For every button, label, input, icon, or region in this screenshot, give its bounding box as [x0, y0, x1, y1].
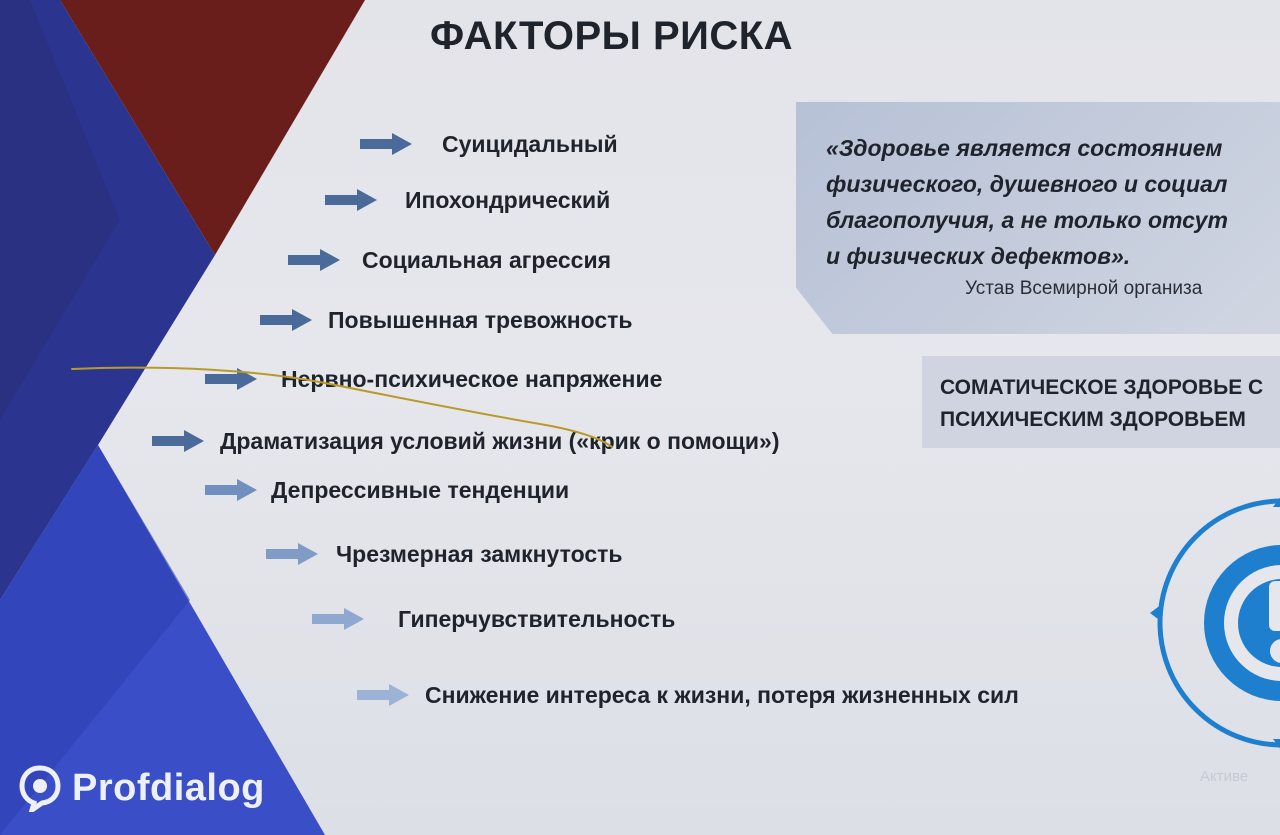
factor-item — [205, 475, 569, 505]
right-arrow-icon — [360, 133, 412, 155]
exclamation-circle-icon — [1150, 495, 1280, 765]
who-quote: «Здоровье является состоянием физического, душевного и социал благополучия, а не только отсут и физических дефектов». — [826, 135, 1228, 269]
factor-label: Драматизация условий жизни («крик о помощи») — [220, 427, 780, 454]
factor-item — [288, 245, 611, 275]
factor-label: Суицидальный — [442, 130, 618, 157]
quote-source: Устав Всемирной организа — [965, 278, 1203, 299]
factor-item — [360, 129, 618, 159]
right-arrow-icon — [205, 368, 257, 390]
factor-label: Повышенная тревожность — [328, 306, 633, 333]
right-arrow-icon — [312, 608, 364, 630]
windows-activation-watermark: Активе — [1200, 768, 1249, 785]
factor-item — [312, 604, 675, 634]
factor-label: Снижение интереса к жизни, потеря жизненных сил — [425, 681, 1019, 708]
factor-label: Гиперчувствительность — [398, 605, 676, 632]
factor-item — [205, 364, 662, 394]
factor-label: Нервно-психическое напряжение — [281, 365, 663, 392]
right-arrow-icon — [288, 249, 340, 271]
factor-item — [325, 185, 610, 215]
right-arrow-icon — [325, 189, 377, 211]
slide-title: ФАКТОРЫ РИСКА — [430, 14, 794, 58]
factor-item — [260, 305, 633, 335]
somatic-health-text: СОМАТИЧЕСКОЕ ЗДОРОВЬЕ С ПСИХИЧЕСКИМ ЗДОРОВЬЕМ — [940, 376, 1264, 431]
right-arrow-icon — [266, 543, 318, 565]
profdialog-logo — [18, 764, 265, 812]
right-arrow-icon — [357, 684, 409, 706]
right-arrow-icon — [260, 309, 312, 331]
right-arrow-icon — [152, 430, 204, 452]
factor-label: Чрезмерная замкнутость — [336, 540, 623, 567]
profdialog-logo-icon — [18, 764, 62, 812]
logo-text: Profdialog — [72, 766, 265, 809]
factor-item — [266, 539, 623, 569]
factor-item — [152, 426, 780, 456]
factor-label: Ипохондрический — [405, 186, 611, 213]
factor-item — [357, 680, 1019, 710]
factor-label: Социальная агрессия — [362, 246, 612, 273]
right-arrow-icon — [205, 479, 257, 501]
factor-label: Депрессивные тенденции — [271, 476, 570, 503]
